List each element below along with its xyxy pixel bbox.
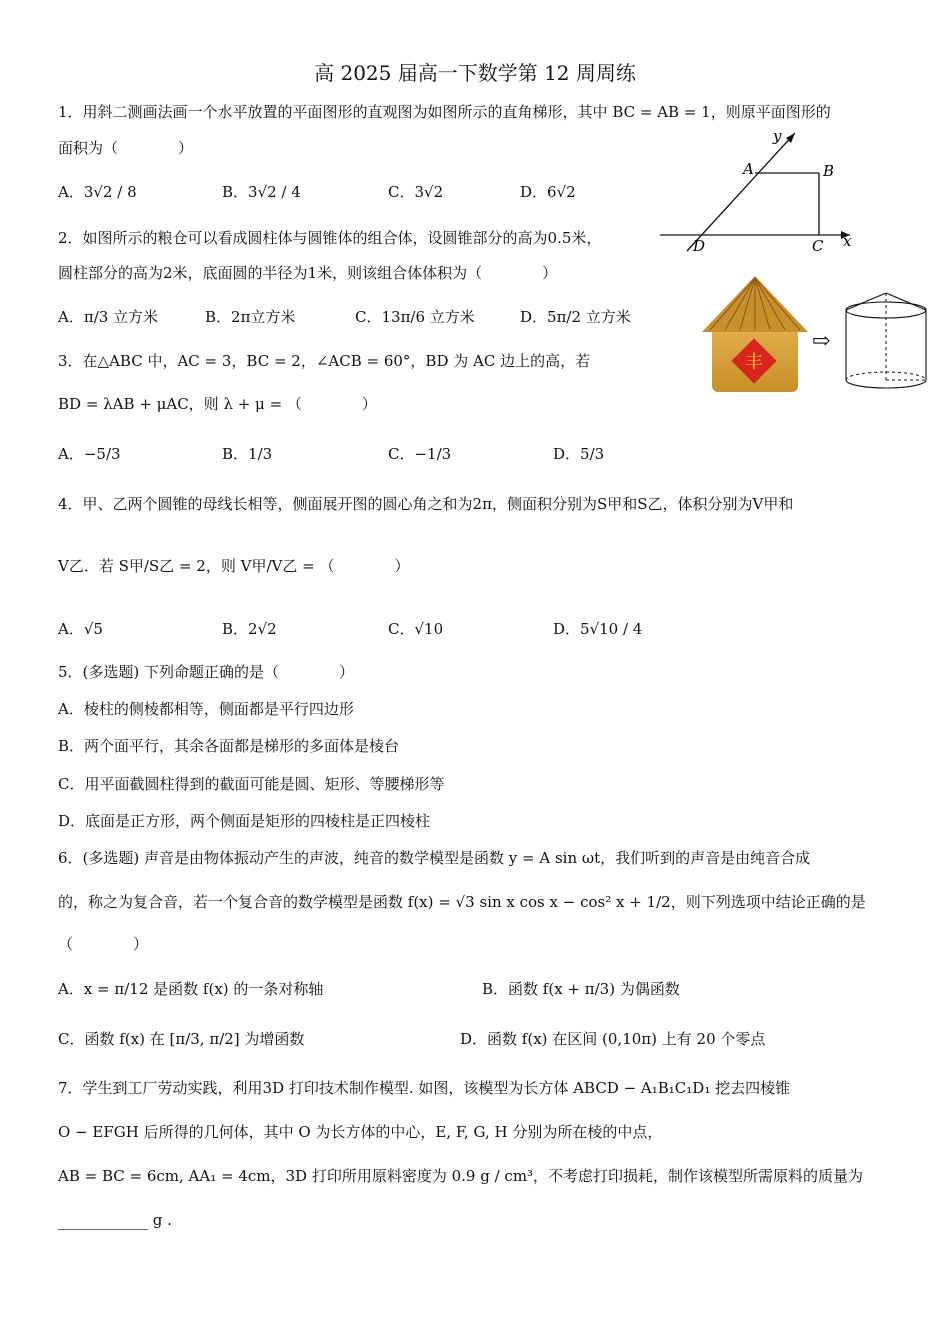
cylinder-cone-figure [842,290,932,400]
fig-label-a: A [743,160,754,178]
fig-label-b: B [823,162,835,180]
right-arrow-icon: ⇨ [812,329,831,354]
page-title: 高 2025 届高一下数学第 12 周周练 [314,61,636,85]
q6-option-a: A．x = π/12 是函数 f(x) 的一条对称轴 [58,980,324,998]
fig-label-x: x [843,232,852,250]
q6-option-d: D．函数 f(x) 在区间 (0,10π) 上有 20 个零点 [460,1030,766,1048]
q7-stem-line1: 7．学生到工厂劳动实践，利用3D 打印技术制作模型. 如图，该模型为长方体 ABCD − A₁B₁C₁D₁ 挖去四棱锥 [58,1079,791,1097]
q4-stem-line2: V乙．若 S甲/S乙 = 2，则 V甲/V乙 = （ ） [58,557,410,575]
q7-unit: g . [152,1211,172,1229]
q5-option-b: B．两个面平行，其余各面都是梯形的多面体是棱台 [58,737,400,755]
q5-stem: 5．(多选题) 下列命题正确的是（ ） [58,663,355,681]
q1-option-c: C．3√2 [388,183,444,201]
q3-stem-line1: 3．在△ABC 中，AC = 3，BC = 2，∠ACB = 60°，BD 为 AC 边上的高，若 [58,352,591,370]
q7-stem-line2: O − EFGH 后所得的几何体，其中 O 为长方体的中心，E, F, G, H 分别为所在棱的中点， [58,1123,663,1141]
answer-blank[interactable] [58,1215,148,1230]
q3-option-d: D．5/3 [553,445,605,463]
q1-stem-line1: 1．用斜二测画法画一个水平放置的平面图形的直观图为如图所示的直角梯形，其中 BC = AB = 1，则原平面图形的 [58,103,831,121]
q2-option-c: C．13π/6 立方米 [355,308,475,326]
granary-badge: 丰 [745,352,763,373]
fig-label-y: y [773,127,782,145]
q1-trapezoid-figure [655,125,865,260]
q5-option-d: D．底面是正方形，两个侧面是矩形的四棱柱是正四棱柱 [58,812,431,830]
q2-option-d: D．5π/2 立方米 [520,308,631,326]
q6-stem-line1: 6．(多选题) 声音是由物体振动产生的声波，纯音的数学模型是函数 y = A sin ωt，我们听到的声音是由纯音合成 [58,849,811,867]
fig-label-d: D [693,237,706,255]
q2-stem-line2: 圆柱部分的高为2米，底面圆的半径为1米，则该组合体体积为（ ） [58,264,558,282]
q3-option-c: C．−1/3 [388,445,452,463]
q1-option-d: D．6√2 [520,183,576,201]
q6-stem-line3: （ ） [58,935,149,953]
q4-stem-line1: 4．甲、乙两个圆锥的母线长相等，侧面展开图的圆心角之和为2π，侧面积分别为S甲和S乙，体积分别为V甲和 [58,495,794,513]
fig-label-c: C [812,237,824,255]
q1-option-b: B．3√2 / 4 [222,183,301,201]
q1-stem-line2: 面积为（ ） [58,139,194,157]
q4-option-d: D．5√10 / 4 [553,620,643,638]
q7-stem-line3: AB = BC = 6cm, AA₁ = 4cm，3D 打印所用原料密度为 0.9 g / cm³，不考虑打印损耗，制作该模型所需原料的质量为 [58,1167,864,1185]
q3-option-b: B．1/3 [222,445,273,463]
q3-option-a: A．−5/3 [58,445,121,463]
q3-stem-line2: BD = λAB + μAC，则 λ + μ = （ ） [58,395,377,413]
q1-option-a: A．3√2 / 8 [58,183,137,201]
q6-option-c: C．函数 f(x) 在 [π/3, π/2] 为增函数 [58,1030,305,1048]
q4-option-c: C．√10 [388,620,444,638]
q4-option-a: A．√5 [58,620,103,638]
q4-option-b: B．2√2 [222,620,277,638]
q5-option-c: C．用平面截圆柱得到的截面可能是圆、矩形、等腰梯形等 [58,775,445,793]
q2-option-a: A．π/3 立方米 [58,308,159,326]
q6-option-b: B．函数 f(x + π/3) 为偶函数 [482,980,680,998]
q2-stem-line1: 2．如图所示的粮仓可以看成圆柱体与圆锥体的组合体，设圆锥部分的高为0.5米， [58,229,602,247]
q7-answer-line [58,1210,172,1230]
q2-option-b: B．2π立方米 [205,308,296,326]
q6-stem-line2: 的，称之为复合音，若一个复合音的数学模型是函数 f(x) = √3 sin x cos x − cos² x + 1/2，则下列选项中结论正确的是 [58,893,866,911]
q5-option-a: A．棱柱的侧棱都相等，侧面都是平行四边形 [58,700,354,718]
granary-illustration [700,272,810,397]
